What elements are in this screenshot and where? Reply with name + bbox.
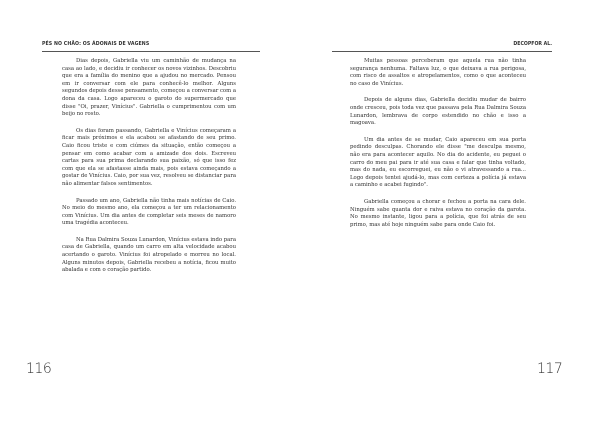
- paragraph: Gabriella começou a chorar e fechou a porta na cara dele. Ninguém sabe quanta dor e raiva estava no coração da garota. No mesmo instante, ligou para a polícia, que foi atrás de seu primo, mas até hoje ninguém sabe para onde Caio foi.: [350, 198, 526, 228]
- header-rule-right: [332, 51, 552, 52]
- paragraph: Um dia antes de se mudar, Caio apareceu em sua porta pedindo desculpas. Chorando ele disse "me desculpa mesmo, não era para acontecer aquilo. No dia do acidente, eu peguei o carro do meu pai para ir até sua casa e falar que tinha voltado, mas do nada, eu escorreguei, eu não o vi atravessando a rua... Logo depois tentei ajudá-lo, mas com certeza a polícia já estava a caminho e acabei fugindo".: [350, 136, 526, 189]
- paragraph: Muitas pessoas perceberam que aquela rua não tinha segurança nenhuma. Faltava luz, o que deixava a rua perigosa, com risco de assaltos e atropelamentos, como o que aconteceu no caso de Vinícius.: [350, 58, 526, 87]
- right-page: [300, 0, 600, 423]
- page-number-left: 116: [26, 361, 52, 377]
- paragraph: Passado um ano, Gabriella não tinha mais notícias de Caio. No meio do mesmo ano, ela começou a ter um relacionamento com Vinícius. Um dia antes de completar seis meses de namoro uma tragédia aconteceu.: [62, 197, 236, 227]
- paragraph: Os dias foram passando, Gabriella e Vinícius começaram a ficar mais próximos e ela acabou se afastando de seu primo. Caio ficou triste e com ciúmes da situação, então começou a pensar em como acabar com a amizade dos dois. Escreveu cartas para sua prima declarando sua paixão, só que isso fez com que ela se afastasse ainda mais, pois estava começando a gostar de Vinícius. Caio, por sua vez, resolveu se distanciar para não alimentar falsos sentimentos.: [62, 127, 237, 187]
- running-header-right: DECOPFOR AL.: [513, 41, 552, 47]
- running-header-left: PÉS NO CHÃO: OS ÁDONAIS DE VAGENS: [42, 41, 150, 47]
- paragraph: Depois de alguns dias, Gabriella decidiu mudar de bairro onde cresceu, pois toda vez que passava pela Rua Dalmira Souza Lunardon, lembrava de corpo estendido no chão e isso a magoava.: [350, 97, 526, 127]
- paragraph: Na Rua Dalmira Souza Lunardon, Vinícius estava indo para casa de Gabriella, quando um carro em alta velocidade acabou acertando o garoto. Vinícius foi atropelado e morreu no local. Alguns minutos depois, Gabriella recebeu a notícia, ficou muito abalada e com o coração partido.: [62, 236, 236, 274]
- right-page-body: [350, 58, 526, 238]
- paragraph: Dias depois, Gabriella viu um caminhão de mudança na casa ao lado, e decidiu ir conhecer os novos vizinhos. Descobriu que era a família do menino que a ajudou no mercado. Pensou em ir conversar com ele para conhecê-lo melhor. Alguns segundos depois desse pensamento, começou a conversar com a dona da casa. Logo apareceu o garoto do supermercado que disse "Oi, prazer, Vinícius". Gabriella o cumprimentou com um beijo no rosto.: [62, 58, 236, 118]
- left-page-body: [62, 58, 236, 284]
- page-number-right: 117: [537, 361, 563, 377]
- header-rule-left: [42, 51, 260, 52]
